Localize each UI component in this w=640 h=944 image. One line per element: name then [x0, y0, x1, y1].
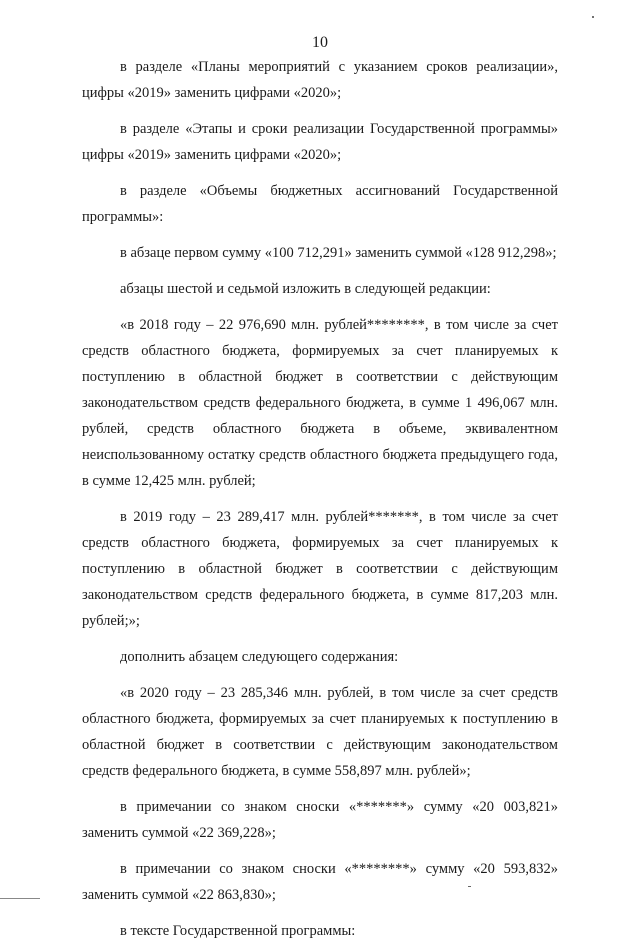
paragraph-plans-section: в разделе «Планы мероприятий с указанием сроков реализации», цифры «2019» заменить цифрами «2020»;: [82, 59, 558, 101]
paragraph-year-2020: «в 2020 году – 23 285,346 млн. рублей, в том числе за счет средств областного бюджета, формируемых за счет планируемых к поступлению в областной бюджет в соответствии с действующим законодательством средств федерального бюджета, в сумме 558,897 млн. рублей»;: [82, 685, 558, 779]
scan-speck-mark: [592, 16, 594, 18]
paragraph-first-abzac-sum: в абзаце первом сумму «100 712,291» заменить суммой «128 912,298»;: [120, 245, 557, 261]
paragraph-footnote-eight-stars: в примечании со знаком сноски «********» сумму «20 593,832» заменить суммой «22 863,830»;: [82, 861, 558, 903]
page-number: 10: [312, 34, 328, 51]
paragraph-abzacs-six-seven: абзацы шестой и седьмой изложить в следующей редакции:: [120, 281, 491, 297]
scan-speck-mark: [468, 886, 471, 887]
paragraph-year-2018: «в 2018 году – 22 976,690 млн. рублей********, в том числе за счет средств областного бюджета, формируемых за счет планируемых к поступлению в областной бюджет в соответствии с действующим законодательством средств федерального бюджета, в сумме 1 496,067 млн. рублей, средств областного бюджета в объеме, эквивалентном неиспользованному остатку средств областного бюджета предыдущего года, в сумме 12,425 млн. рублей;: [82, 317, 558, 489]
paragraph-program-text: в тексте Государственной программы:: [120, 923, 356, 939]
paragraph-footnote-seven-stars: в примечании со знаком сноски «*******» сумму «20 003,821» заменить суммой «22 369,228»;: [82, 799, 558, 841]
paragraph-stages-section: в разделе «Этапы и сроки реализации Государственной программы» цифры «2019» заменить цифрами «2020»;: [82, 121, 558, 163]
paragraph-add-abzac: дополнить абзацем следующего содержания:: [120, 649, 399, 665]
paragraph-budget-section: в разделе «Объемы бюджетных ассигнований Государственной программы»:: [82, 183, 558, 225]
scan-edge-line: [0, 898, 40, 899]
document-body: [82, 54, 558, 944]
paragraph-year-2019: в 2019 году – 23 289,417 млн. рублей*******, в том числе за счет средств областного бюджета, формируемых за счет планируемых к поступлению в областной бюджет в соответствии с действующим законодательством средств федерального бюджета, в сумме 817,203 млн. рублей;»;: [82, 509, 558, 629]
